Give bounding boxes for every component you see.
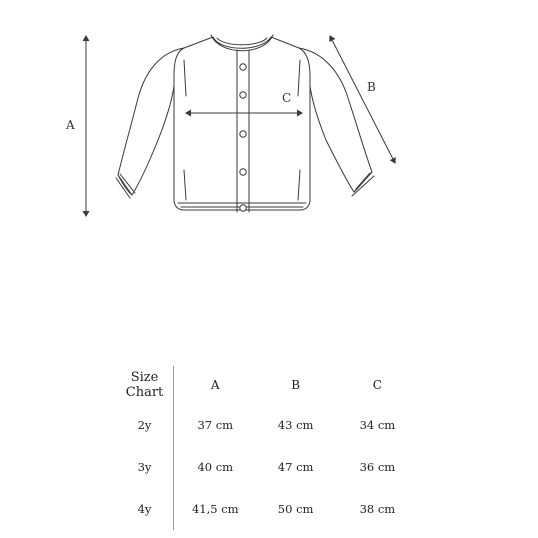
dimension-label-a: A (66, 118, 75, 132)
measurement-cell-b: 47 cm (277, 460, 314, 474)
measurement-cell-c: 34 cm (359, 418, 396, 432)
size-chart-header-row (116, 366, 420, 404)
measurement-cell-a: 40 cm (197, 460, 234, 474)
measurement-cell-a: 37 cm (197, 418, 234, 432)
column-header-b: B (291, 378, 301, 392)
button-5 (240, 205, 246, 211)
cardigan-measurement-diagram (0, 0, 538, 240)
table-row (116, 446, 420, 488)
measurement-cell-b: 50 cm (277, 502, 314, 516)
measurement-cell-c: 36 cm (359, 460, 396, 474)
button-2 (240, 92, 246, 98)
column-header-c: C (372, 378, 382, 392)
button-1 (240, 64, 246, 70)
cardigan-collar-inner (217, 38, 267, 45)
button-4 (240, 169, 246, 175)
size-cell: 2y (116, 404, 174, 446)
measurement-cell-b: 43 cm (277, 418, 314, 432)
size-chart-corner-label: Size Chart (116, 366, 174, 404)
dimension-label-b: B (367, 80, 376, 94)
size-cell: 4y (116, 488, 174, 530)
cardigan-body-outline (174, 37, 310, 210)
measurement-cell-c: 38 cm (359, 502, 396, 516)
dimension-label-c: C (282, 91, 292, 105)
size-cell: 3y (116, 446, 174, 488)
button-3 (240, 131, 246, 137)
size-chart-table (116, 366, 420, 526)
table-row (116, 488, 420, 530)
table-row (116, 404, 420, 446)
column-header-a: A (210, 378, 220, 392)
measurement-cell-a: 41,5 cm (191, 502, 239, 516)
cardigan-drawing (0, 0, 538, 240)
